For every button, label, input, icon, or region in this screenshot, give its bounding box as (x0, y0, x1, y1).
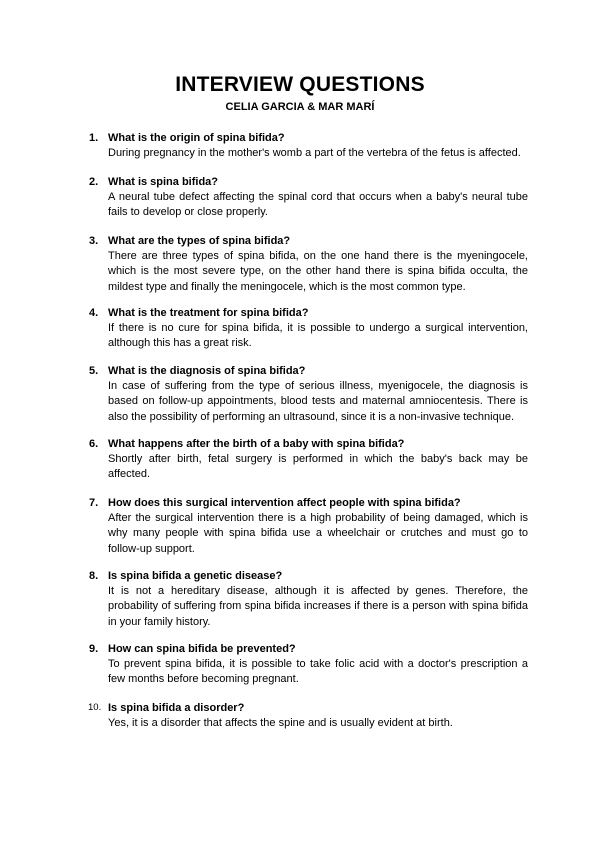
question-text: What are the types of spina bifida? (108, 235, 291, 247)
question-text: What is the origin of spina bifida? (108, 132, 285, 144)
question-number: 5. (89, 365, 99, 377)
question-number: 7. (89, 497, 99, 509)
question-text: How does this surgical intervention affect people with spina bifida? (108, 497, 461, 509)
question-text: What is the treatment for spina bifida? (108, 307, 309, 319)
question-number: 3. (89, 235, 99, 247)
answer-text: After the surgical intervention there is a high probability of being damaged, which is why many people with spina bifida use a wheelchair or crutches and must go to follow-up support. (108, 512, 528, 555)
question-number: 1. (89, 132, 99, 144)
question-number: 6. (89, 438, 99, 450)
question-text: What is spina bifida? (108, 176, 219, 188)
document-authors: CELIA GARCIA & MAR MARÍ (225, 101, 375, 113)
answer-text: In case of suffering from the type of serious illness, myenigocele, the diagnosis is based on follow-up appointments, blood tests and maternal amniocentesis. There is also the possibility of performing an ultrasound, since it is a non-invasive technique. (108, 380, 528, 423)
question-number: 9. (89, 643, 99, 655)
answer-text: Shortly after birth, fetal surgery is performed in which the baby's back may be affected. (108, 453, 528, 481)
answer-text: It is not a hereditary disease, although it is affected by genes. Therefore, the probability of suffering from spina bifida increases if there is a person with spina bifida in your family history. (108, 585, 528, 628)
answer-text: There are three types of spina bifida, on the one hand there is the myeningocele, which is the most severe type, on the other hand there is spina bifida occulta, the mildest type and finally the meningocele, which is the most common type. (108, 250, 528, 293)
question-text: How can spina bifida be prevented? (108, 643, 296, 655)
answer-text: A neural tube defect affecting the spinal cord that occurs when a baby's neural tube fails to develop or close properly. (108, 191, 528, 219)
answer-text: If there is no cure for spina bifida, it is possible to undergo a surgical intervention, although this has a great risk. (108, 322, 528, 350)
document-title: INTERVIEW QUESTIONS (175, 73, 425, 96)
answer-text: To prevent spina bifida, it is possible to take folic acid with a doctor's prescription a few months before becoming pregnant. (108, 658, 528, 686)
question-number: 2. (89, 176, 99, 188)
answer-text: During pregnancy in the mother's womb a part of the vertebra of the fetus is affected. (108, 147, 521, 159)
question-number: 4. (89, 307, 99, 319)
question-text: Is spina bifida a genetic disease? (108, 570, 283, 582)
question-number: 10. (88, 702, 102, 713)
question-text: What is the diagnosis of spina bifida? (108, 365, 306, 377)
question-text: Is spina bifida a disorder? (108, 702, 245, 714)
question-text: What happens after the birth of a baby with spina bifida? (108, 438, 405, 450)
question-number: 8. (89, 570, 99, 582)
answer-text: Yes, it is a disorder that affects the spine and is usually evident at birth. (108, 717, 453, 729)
